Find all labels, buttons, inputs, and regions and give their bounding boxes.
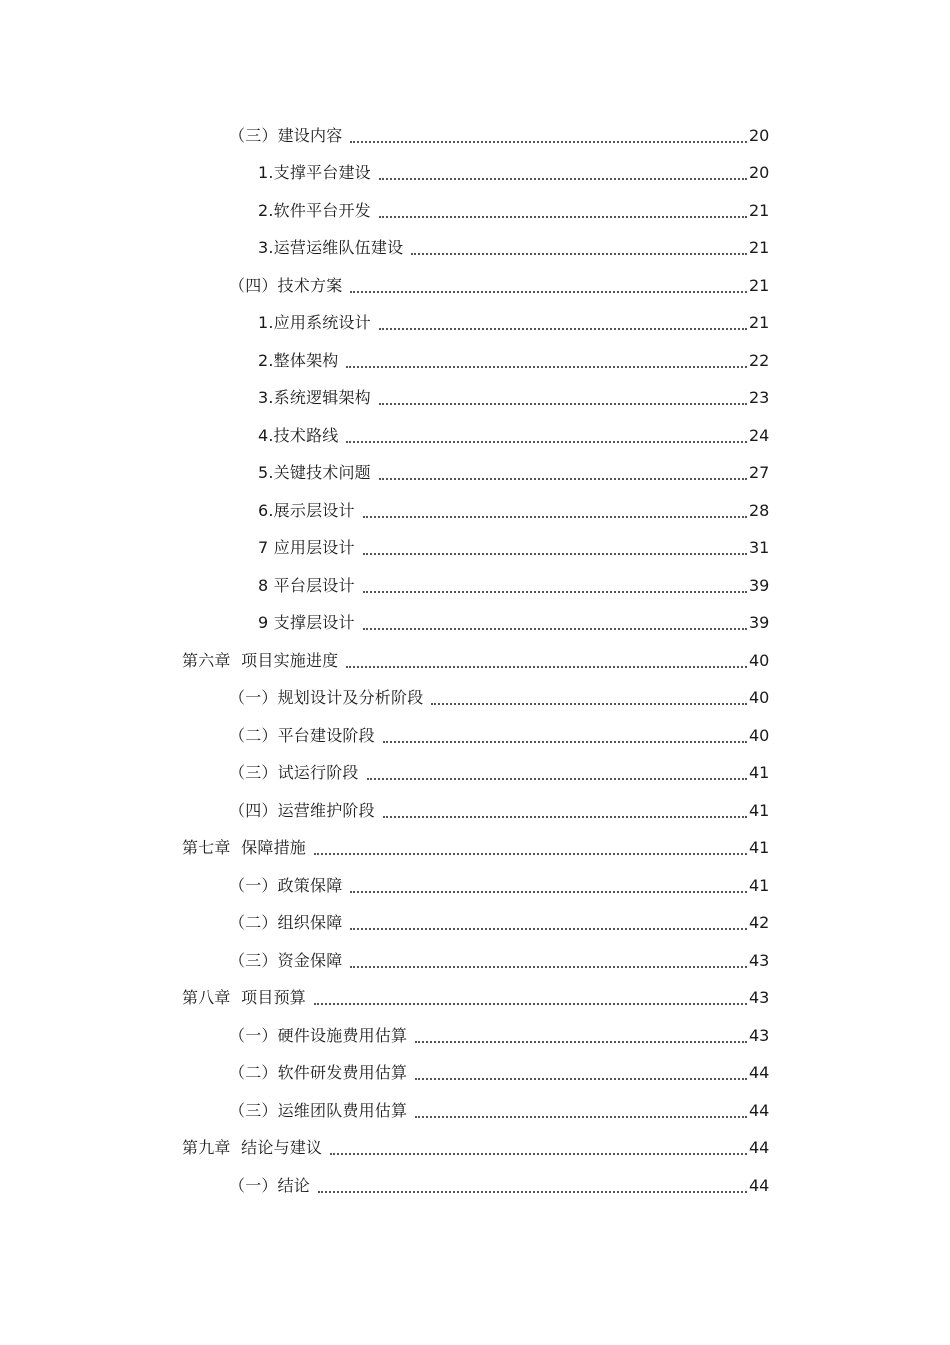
toc-entry-page-number: 43 xyxy=(749,950,770,970)
toc-entry-title: （二）组织保障 xyxy=(229,913,343,933)
toc-entry-page-number: 44 xyxy=(749,1138,770,1158)
toc-entry[interactable] xyxy=(0,155,950,193)
toc-entry-title: 3.运营运维队伍建设 xyxy=(258,238,404,258)
toc-entry-title: （三）资金保障 xyxy=(229,950,343,970)
toc-entry-page-number: 20 xyxy=(749,163,770,183)
toc-dot-leader xyxy=(330,1147,747,1155)
toc-dot-leader xyxy=(350,885,747,893)
toc-dot-leader xyxy=(318,1185,747,1193)
toc-dot-leader xyxy=(363,547,747,555)
toc-entry[interactable] xyxy=(0,567,950,605)
toc-dot-leader xyxy=(363,585,747,593)
toc-dot-leader xyxy=(415,1072,747,1080)
toc-entry-page-number: 21 xyxy=(749,238,770,258)
toc-entry[interactable] xyxy=(0,417,950,455)
toc-entry-title: （三）运维团队费用估算 xyxy=(229,1100,408,1120)
toc-entry[interactable] xyxy=(0,642,950,680)
toc-entry-page-number: 21 xyxy=(749,313,770,333)
toc-entry[interactable] xyxy=(0,717,950,755)
toc-entry[interactable] xyxy=(0,230,950,268)
toc-entry[interactable] xyxy=(0,942,950,980)
table-of-contents xyxy=(0,117,950,1205)
toc-entry-page-number: 27 xyxy=(749,463,770,483)
toc-entry-page-number: 44 xyxy=(749,1100,770,1120)
toc-entry-page-number: 42 xyxy=(749,913,770,933)
toc-entry-title: 第七章 保障措施 xyxy=(182,838,306,858)
toc-entry-page-number: 21 xyxy=(749,200,770,220)
toc-entry-title: （一）结论 xyxy=(229,1175,311,1195)
toc-entry-title: （一）政策保障 xyxy=(229,875,343,895)
toc-entry-title: （四）技术方案 xyxy=(229,275,343,295)
toc-entry[interactable] xyxy=(0,455,950,493)
toc-entry-page-number: 31 xyxy=(749,538,770,558)
toc-entry-page-number: 41 xyxy=(749,838,770,858)
toc-dot-leader xyxy=(314,997,747,1005)
toc-entry-title: （三）建设内容 xyxy=(229,125,343,145)
toc-dot-leader xyxy=(363,622,747,630)
toc-entry[interactable] xyxy=(0,342,950,380)
toc-entry-page-number: 43 xyxy=(749,988,770,1008)
toc-dot-leader xyxy=(363,510,747,518)
toc-dot-leader xyxy=(350,135,747,143)
toc-entry[interactable] xyxy=(0,117,950,155)
toc-dot-leader xyxy=(383,810,747,818)
toc-entry-title: 1.支撑平台建设 xyxy=(258,163,371,183)
toc-entry-title: 第六章 项目实施进度 xyxy=(182,650,339,670)
toc-entry-page-number: 24 xyxy=(749,425,770,445)
toc-entry[interactable] xyxy=(0,380,950,418)
toc-dot-leader xyxy=(367,772,747,780)
toc-entry-title: 8 平台层设计 xyxy=(258,575,355,595)
toc-entry-page-number: 40 xyxy=(749,688,770,708)
toc-entry-page-number: 28 xyxy=(749,500,770,520)
toc-entry[interactable] xyxy=(0,530,950,568)
toc-entry[interactable] xyxy=(0,905,950,943)
toc-entry[interactable] xyxy=(0,792,950,830)
toc-entry-title: 9 支撑层设计 xyxy=(258,613,355,633)
toc-entry[interactable] xyxy=(0,492,950,530)
toc-entry-page-number: 39 xyxy=(749,575,770,595)
toc-entry[interactable] xyxy=(0,605,950,643)
toc-dot-leader xyxy=(379,172,747,180)
toc-entry[interactable] xyxy=(0,680,950,718)
toc-entry-title: 第九章 结论与建议 xyxy=(182,1138,323,1158)
toc-entry-title: （四）运营维护阶段 xyxy=(229,800,375,820)
toc-dot-leader xyxy=(431,697,747,705)
toc-dot-leader xyxy=(379,472,747,480)
toc-entry-title: （二）平台建设阶段 xyxy=(229,725,375,745)
toc-entry-title: 4.技术路线 xyxy=(258,425,339,445)
toc-entry[interactable] xyxy=(0,305,950,343)
toc-entry-page-number: 23 xyxy=(749,388,770,408)
toc-entry[interactable] xyxy=(0,867,950,905)
toc-dot-leader xyxy=(379,210,747,218)
toc-entry-title: （二）软件研发费用估算 xyxy=(229,1063,408,1083)
toc-entry-page-number: 22 xyxy=(749,350,770,370)
toc-entry-page-number: 44 xyxy=(749,1175,770,1195)
toc-entry-title: 6.展示层设计 xyxy=(258,500,355,520)
toc-entry-page-number: 43 xyxy=(749,1025,770,1045)
toc-entry-title: 第八章 项目预算 xyxy=(182,988,306,1008)
toc-entry[interactable] xyxy=(0,980,950,1018)
toc-dot-leader xyxy=(383,735,747,743)
toc-dot-leader xyxy=(415,1110,747,1118)
toc-entry-page-number: 20 xyxy=(749,125,770,145)
toc-entry-title: 5.关键技术问题 xyxy=(258,463,371,483)
toc-dot-leader xyxy=(350,960,747,968)
toc-entry-title: 3.系统逻辑架构 xyxy=(258,388,371,408)
toc-entry-page-number: 40 xyxy=(749,725,770,745)
toc-entry-title: 2.整体架构 xyxy=(258,350,339,370)
toc-entry-page-number: 21 xyxy=(749,275,770,295)
toc-dot-leader xyxy=(346,660,747,668)
toc-dot-leader xyxy=(346,435,747,443)
toc-entry[interactable] xyxy=(0,192,950,230)
toc-entry[interactable] xyxy=(0,1017,950,1055)
toc-dot-leader xyxy=(379,397,747,405)
toc-dot-leader xyxy=(379,322,747,330)
toc-entry[interactable] xyxy=(0,1167,950,1205)
toc-entry[interactable] xyxy=(0,1055,950,1093)
toc-entry-title: （一）规划设计及分析阶段 xyxy=(229,688,424,708)
toc-entry[interactable] xyxy=(0,755,950,793)
toc-entry-title: （一）硬件设施费用估算 xyxy=(229,1025,408,1045)
toc-entry-page-number: 44 xyxy=(749,1063,770,1083)
toc-entry[interactable] xyxy=(0,267,950,305)
toc-dot-leader xyxy=(415,1035,747,1043)
toc-dot-leader xyxy=(346,360,747,368)
toc-dot-leader xyxy=(411,247,747,255)
toc-entry-title: （三）试运行阶段 xyxy=(229,763,359,783)
toc-entry-title: 2.软件平台开发 xyxy=(258,200,371,220)
toc-dot-leader xyxy=(314,847,747,855)
toc-entry-title: 1.应用系统设计 xyxy=(258,313,371,333)
toc-entry-page-number: 41 xyxy=(749,800,770,820)
toc-entry-page-number: 41 xyxy=(749,875,770,895)
toc-entry-page-number: 40 xyxy=(749,650,770,670)
toc-entry-page-number: 39 xyxy=(749,613,770,633)
toc-dot-leader xyxy=(350,285,747,293)
toc-entry-page-number: 41 xyxy=(749,763,770,783)
toc-entry-title: 7 应用层设计 xyxy=(258,538,355,558)
toc-entry[interactable] xyxy=(0,1092,950,1130)
toc-entry[interactable] xyxy=(0,830,950,868)
toc-entry[interactable] xyxy=(0,1130,950,1168)
toc-dot-leader xyxy=(350,922,747,930)
